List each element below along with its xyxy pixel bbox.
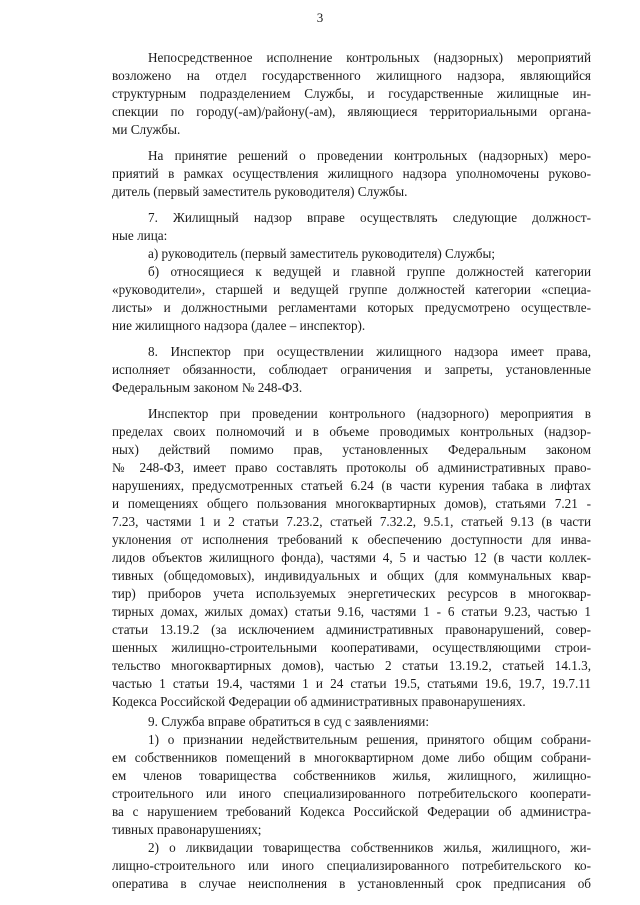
text-line: На принятие решений о проведении контрольных (надзорных) меро- bbox=[148, 148, 591, 163]
text-line: листы» и должностными регламентами которых предусмотрено осуществле- bbox=[112, 300, 591, 315]
text-line: возложено на отдел государственного жилищного надзора, являющийся bbox=[112, 68, 591, 83]
text-line: дитель (первый заместитель руководителя) Службы. bbox=[112, 184, 408, 199]
text-line: тирных домах, жилых домах) статьи 9.16, частями 1 - 6 статьи 9.23, частью 1 bbox=[112, 604, 591, 619]
paragraph-item-9 bbox=[112, 713, 591, 893]
text-line: 1) о признании недействительным решения, принятого общим собрани- bbox=[148, 732, 591, 747]
text-line: уклонения от исполнения требований к обеспечению доступности для инва- bbox=[112, 532, 591, 547]
text-line: и помещениях общего пользования многоквартирных домов), статьями 7.21 - bbox=[112, 496, 591, 511]
text-line: оператива в случае неисполнения в установленный срок предписания об bbox=[112, 876, 591, 891]
paragraph-executor bbox=[112, 49, 591, 139]
text-line: тельство многоквартирных домов), частью 2 статьи 13.19.2, статьей 14.1.3, bbox=[112, 658, 591, 673]
text-line: б) относящиеся к ведущей и главной группе должностей категории bbox=[148, 264, 591, 279]
text-line: Инспектор при проведении контрольного (надзорного) мероприятия в bbox=[148, 406, 591, 421]
text-line: 8. Инспектор при осуществлении жилищного надзора имеет права, bbox=[148, 344, 591, 359]
text-line: пределах своих полномочий и в объеме проводимых контрольных (надзор- bbox=[112, 424, 591, 439]
text-line: нарушениях, предусмотренных статьей 6.24 (в части курения табака в лифтах bbox=[112, 478, 591, 493]
document-body bbox=[112, 49, 591, 893]
text-line: ные лица: bbox=[112, 228, 168, 243]
text-line: частью 1 статьи 19.4, частями 1 и 24 статьи 19.5, статьями 19.6, 19.7, 19.7.11 bbox=[112, 676, 591, 691]
text-line: Непосредственное исполнение контрольных (надзорных) мероприятий bbox=[148, 50, 591, 65]
text-line: шенных жилищно-строительными кооперативами, осуществляющими строи- bbox=[112, 640, 591, 655]
page-number: 3 bbox=[316, 10, 324, 25]
text-line: структурным подразделением Службы, и государственные жилищные ин- bbox=[112, 86, 591, 101]
text-line: 7. Жилищный надзор вправе осуществлять следующие должност- bbox=[148, 210, 591, 225]
text-line: лищно-строительного или иного специализированного потребительского ко- bbox=[112, 858, 591, 873]
text-line: «руководители», старшей и ведущей группе должностей категории «специа- bbox=[112, 282, 591, 297]
text-line: ние жилищного надзора (далее – инспектор). bbox=[112, 318, 366, 333]
text-line: статьи 13.19.2 (за исключением административных правонарушений, совер- bbox=[112, 622, 591, 637]
paragraph-inspector-rights bbox=[112, 405, 591, 711]
text-line: спекции по городу(-ам)/району(-ам), являющиеся территориальными органа- bbox=[112, 104, 591, 119]
text-line: тивных правонарушениях; bbox=[112, 822, 262, 837]
text-line: Федеральным законом № 248-ФЗ. bbox=[112, 380, 303, 395]
text-line: ем членов товарищества собственников жилья, жилищного, жилищно- bbox=[112, 768, 591, 783]
text-line: тир) приборов учета используемых энергетических ресурсов в многоквар- bbox=[112, 586, 591, 601]
text-line: № 248-ФЗ, имеет право составлять протоколы об административных право- bbox=[112, 460, 591, 475]
text-line: 9. Служба вправе обратиться в суд с заявлениями: bbox=[148, 714, 430, 729]
text-line: 2) о ликвидации товарищества собственников жилья, жилищного, жи- bbox=[148, 840, 591, 855]
paragraph-decisions bbox=[112, 147, 591, 201]
text-line: ем собственников помещений в многоквартирном доме либо общим собрани- bbox=[112, 750, 591, 765]
text-line: тивных (общедомовых), индивидуальных и общих (для коммунальных квар- bbox=[112, 568, 591, 583]
text-line: ми Службы. bbox=[112, 122, 181, 137]
text-line: приятий в рамках осуществления жилищного надзора уполномочены руково- bbox=[112, 166, 591, 181]
text-line: строительного или иного специализированного потребительского кооперати- bbox=[112, 786, 591, 801]
text-line: Кодекса Российской Федерации об административных правонарушениях. bbox=[112, 694, 526, 709]
text-line: лидов объектов жилищного фонда), частями 4, 5 и частью 12 (в части коллек- bbox=[112, 550, 591, 565]
paragraph-item-7 bbox=[112, 209, 591, 335]
text-line: а) руководитель (первый заместитель руководителя) Службы; bbox=[148, 246, 495, 261]
text-line: 7.23, частями 1 и 2 статьи 7.23.2, статьей 7.32.2, 9.5.1, статьей 9.13 (в части bbox=[112, 514, 591, 529]
text-line: ва с нарушением требований Кодекса Российской Федерации об администра- bbox=[112, 804, 591, 819]
paragraph-item-8 bbox=[112, 343, 591, 397]
text-line: ных) действий помимо прав, установленных Федеральным законом bbox=[112, 442, 591, 457]
text-line: исполняет обязанности, соблюдает ограничения и запреты, установленные bbox=[112, 362, 591, 377]
